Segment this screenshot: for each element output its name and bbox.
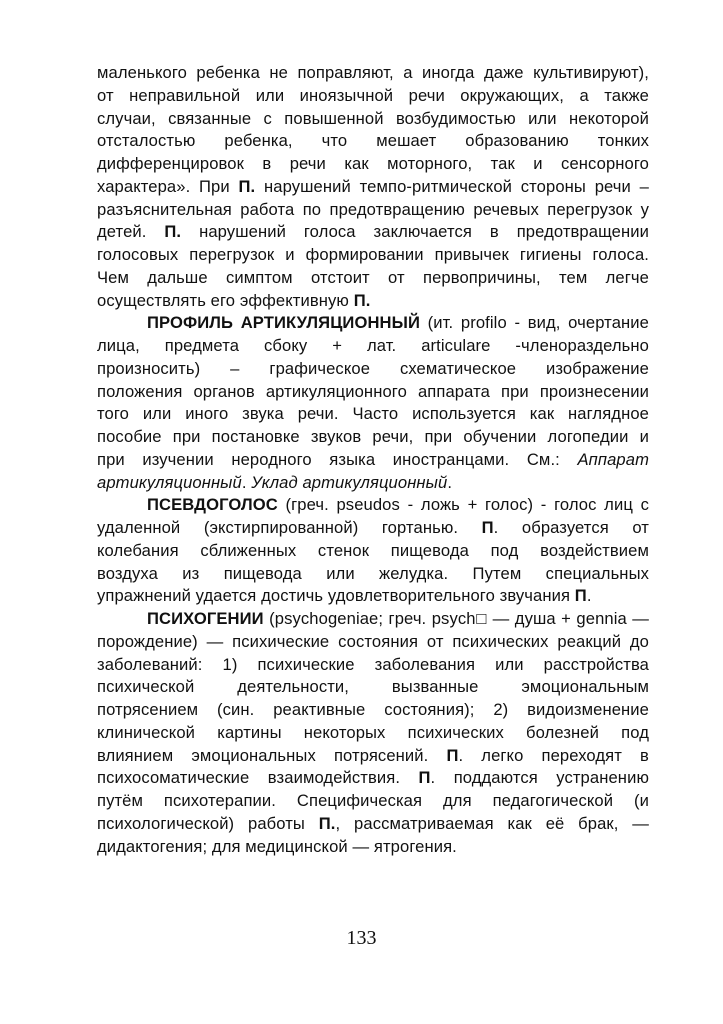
text-line: маленького ребенка не поправляют, а иногда даже культивируют), xyxy=(97,63,649,82)
text-line: осуществлять его эффективную П. xyxy=(97,290,371,310)
text-line: путём психотерапии. Специфическая для педагогической (и xyxy=(97,791,649,810)
text-line: случаи, связанные с повышенной возбудимостью или некоторой xyxy=(97,108,649,128)
text-line: того или иного звука речи. Часто используется как наглядное xyxy=(97,404,649,424)
text-line: упражнений удается достичь удовлетворительного звучания П. xyxy=(97,586,592,606)
text-line: воздуха из пищевода или желудка. Путем специальных xyxy=(97,563,649,583)
text-line: положения органов артикуляционного аппарата при произнесении xyxy=(97,381,649,401)
text-line: дидактогения; для медицинской — ятрогения. xyxy=(97,836,457,856)
text-line: колебания сближенных стенок пищевода под воздействием xyxy=(97,540,649,560)
page-number: 133 xyxy=(346,927,377,949)
text-line: пособие при постановке звуков речи, при обучении логопедии и xyxy=(97,427,649,446)
text-line: произносить) – графическое схематическое изображение xyxy=(97,358,649,378)
text-line: психосоматические взаимодействия. П. поддаются устранению xyxy=(97,768,649,788)
entry-heading-line: ПРОФИЛЬ АРТИКУЛЯЦИОННЫЙ (ит. profilo - вид, очертание xyxy=(147,313,649,333)
text-line: отсталостью ребенка, что мешает образованию тонких xyxy=(97,131,649,151)
text-line: психологической) работы П., рассматриваемая как её брак, — xyxy=(97,813,649,833)
cross-reference: Аппарат xyxy=(577,449,649,469)
text-line: потрясением (син. реактивные состояния); 2) видоизменение xyxy=(97,700,649,719)
text-line: Чем дальше симптом отстоит от первопричины, тем легче xyxy=(97,267,649,287)
bold-term: П xyxy=(481,518,494,537)
entry-title-profil: ПРОФИЛЬ АРТИКУЛЯЦИОННЫЙ xyxy=(147,313,420,333)
text-line: характера». При П. нарушений темпо-ритмической стороны речи – xyxy=(97,176,649,196)
entry-heading-line: ПСЕВДОГОЛОС (греч. pseudos - ложь + голос) - голос лиц с xyxy=(147,495,649,515)
text-line: разъяснительная работа по предотвращению речевых перегрузок у xyxy=(97,199,649,219)
text-line: голосовых перегрузок и формировании привычек гигиены голоса. xyxy=(97,245,649,264)
page-body-text xyxy=(97,62,649,858)
bold-term: П. xyxy=(318,813,336,833)
text-line: удаленной (экстирпированной) гортанью. П. образуется от xyxy=(97,518,649,537)
text-line: артикуляционный. Уклад артикуляционный. xyxy=(97,472,453,492)
entry-title-psikhogenii: ПСИХОГЕНИИ xyxy=(147,609,264,628)
bold-term: П xyxy=(418,768,431,788)
text-line: от неправильной или иноязычной речи окружающих, а также xyxy=(97,85,649,105)
text-line: психической деятельности, вызванные эмоциональным xyxy=(97,677,649,697)
bold-term: П. xyxy=(238,176,256,196)
text-line: дифференцировок в речи как моторного, так и сенсорного xyxy=(97,154,649,173)
text-line: детей. П. нарушений голоса заключается в предотвращении xyxy=(97,222,649,242)
text-line: лица, предмета сбоку + лат. articulare -членораздельно xyxy=(97,336,649,355)
text-line: заболеваний: 1) психические заболевания или расстройства xyxy=(97,654,649,674)
cross-reference: артикуляционный xyxy=(97,472,242,492)
bold-term: П xyxy=(446,745,459,765)
text-line: при изучении неродного языка иностранцами. См.: Аппарат xyxy=(97,449,649,469)
cross-reference: Уклад артикуляционный xyxy=(251,472,448,492)
text-line: клинической картины некоторых психических болезней под xyxy=(97,722,649,742)
bold-term: П. xyxy=(353,290,371,310)
entry-heading-line: ПСИХОГЕНИИ (psychogeniae; греч. psych□ — душа + gennia — xyxy=(147,609,649,628)
text-line: влиянием эмоциональных потрясений. П. легко переходят в xyxy=(97,745,649,765)
bold-term: П xyxy=(574,586,587,606)
entry-title-psevdogolos: ПСЕВДОГОЛОС xyxy=(147,495,278,515)
bold-term: П. xyxy=(164,222,182,242)
text-line: порождение) — психические состояния от психических реакций до xyxy=(97,631,649,651)
